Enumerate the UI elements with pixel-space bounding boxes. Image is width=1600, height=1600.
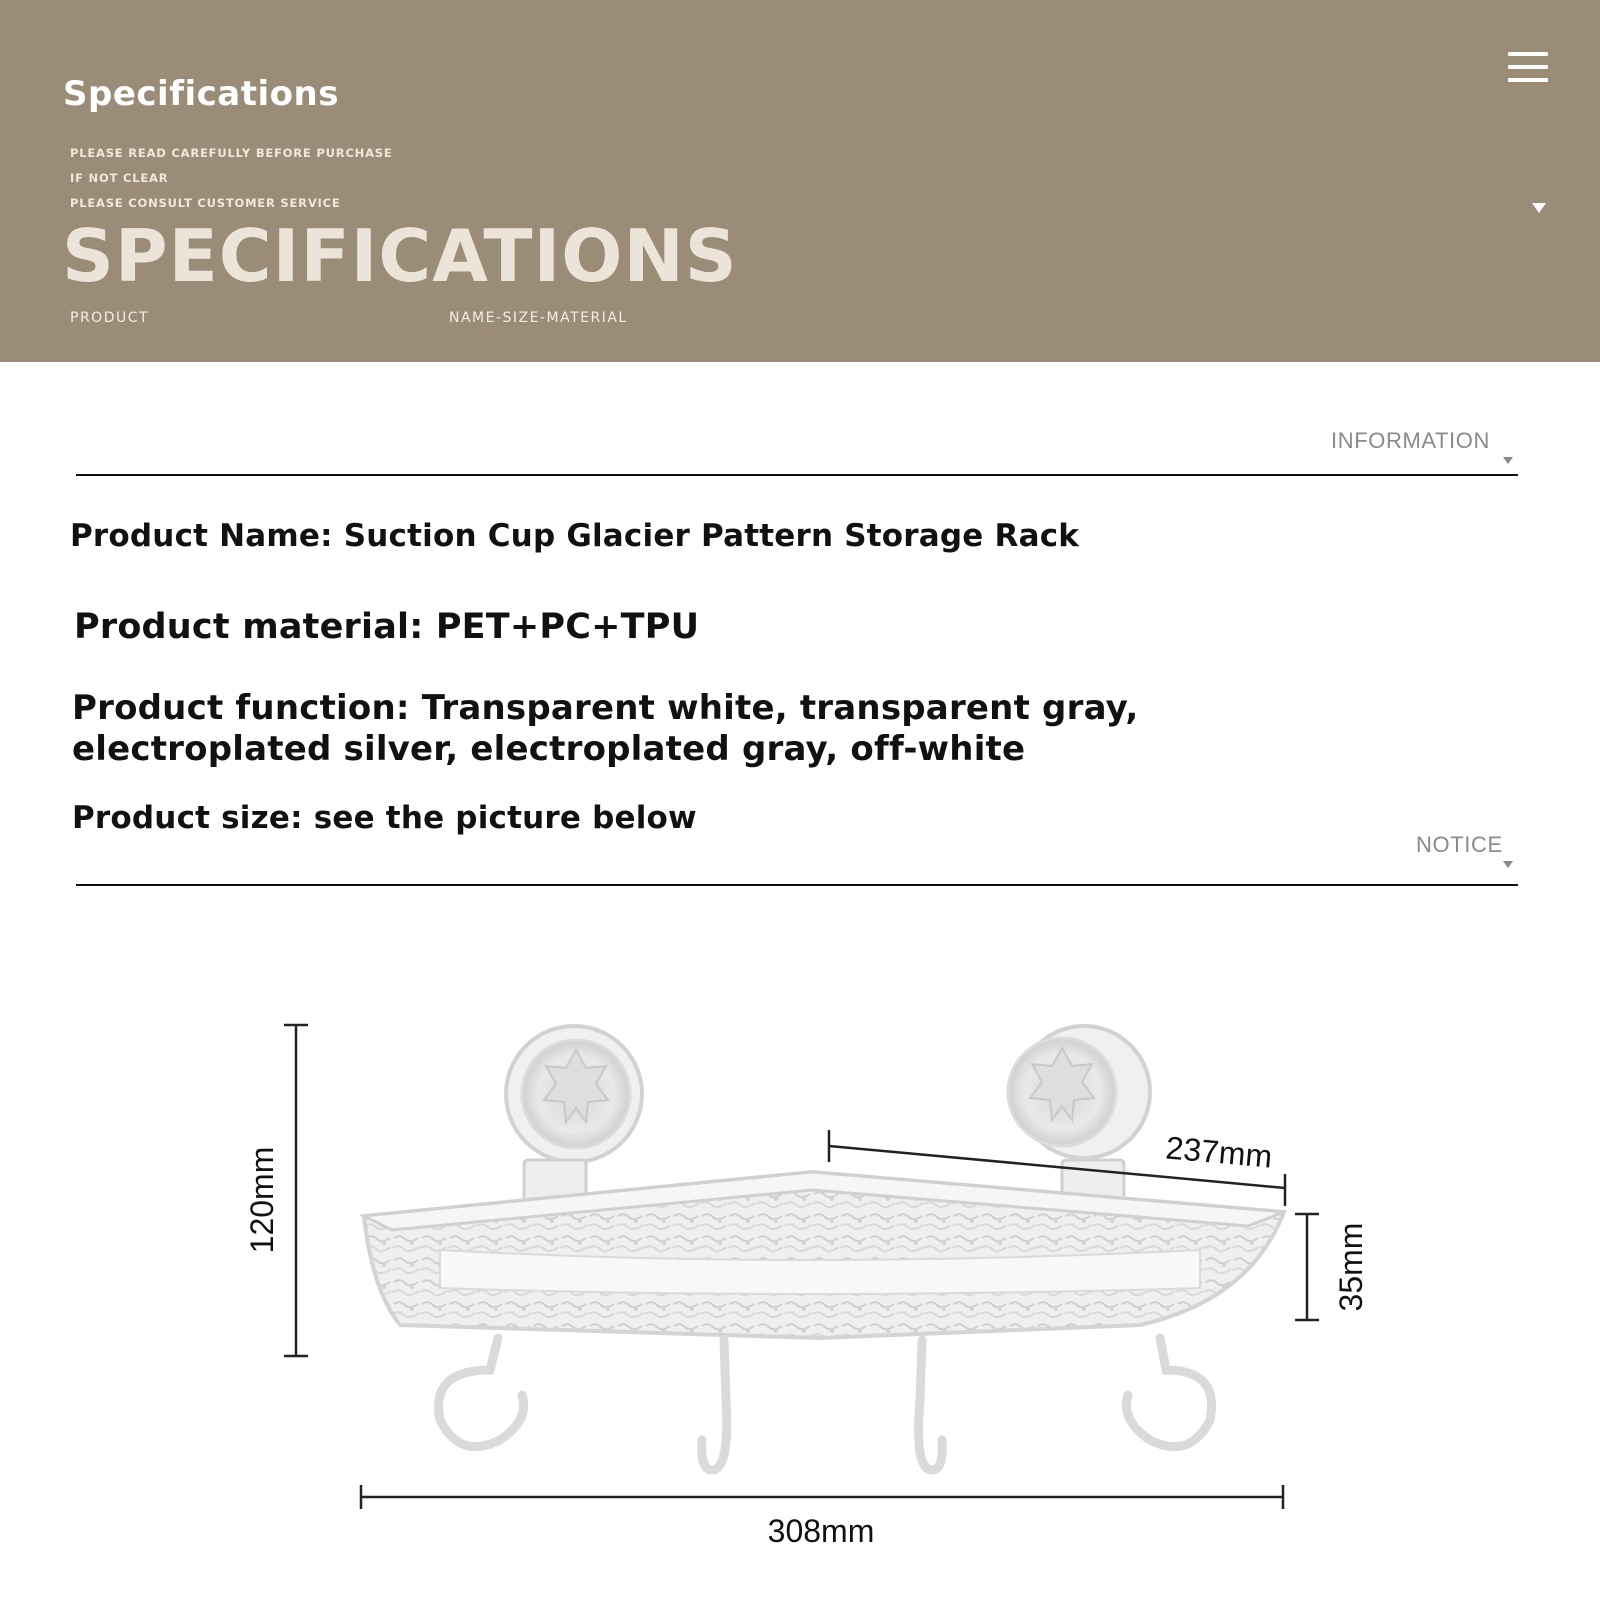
information-label: INFORMATION (1331, 428, 1490, 453)
notice-chevron-icon (1503, 861, 1513, 868)
spec-product-size (72, 800, 697, 836)
spec-product-name (70, 518, 1079, 554)
spec-material-value: PET+PC+TPU (435, 607, 700, 647)
hook-4 (1126, 1338, 1211, 1447)
spec-name-value: Suction Cup Glacier Pattern Storage Rack (343, 518, 1080, 554)
hook-2 (702, 1340, 727, 1470)
hook-3 (919, 1340, 943, 1470)
information-divider (76, 474, 1518, 476)
corner-basket (364, 1172, 1284, 1338)
product-dimension-drawing (0, 960, 1600, 1600)
spec-product-function (72, 688, 1139, 770)
hooks (439, 1338, 1212, 1470)
specifications-banner (0, 0, 1600, 362)
banner-title-small: Specifications (63, 74, 339, 114)
notice-divider (76, 884, 1518, 886)
spec-product-material (74, 607, 699, 647)
spec-name-key: Product Name: (70, 518, 333, 554)
hook-1 (439, 1338, 524, 1447)
dim-width-label: 308mm (767, 1513, 875, 1549)
chevron-down-icon[interactable] (1532, 203, 1546, 213)
spec-function-line1: Transparent white, transparent gray, (421, 688, 1139, 728)
banner-title-big: SPECIFICATIONS (62, 214, 738, 298)
spec-function-line2: electroplated silver, electroplated gray, off-white (72, 729, 1026, 769)
dim-depth-label: 237mm (1164, 1129, 1274, 1175)
dim-height-label: 120mm (244, 1146, 280, 1254)
spec-size-value: see the picture below (313, 800, 697, 836)
suction-cup-left (506, 1026, 642, 1216)
banner-note-3: PLEASE CONSULT CUSTOMER SERVICE (70, 196, 341, 210)
spec-material-key: Product material: (74, 607, 424, 647)
notice-label: NOTICE (1416, 832, 1503, 857)
banner-sub-product: PRODUCT (70, 310, 150, 326)
menu-icon[interactable] (1508, 52, 1548, 84)
dim-rim-label: 35mm (1333, 1222, 1369, 1312)
information-chevron-icon (1503, 457, 1513, 464)
banner-note-2: IF NOT CLEAR (70, 171, 169, 185)
spec-function-key: Product function: (72, 688, 410, 728)
banner-note-1: PLEASE READ CAREFULLY BEFORE PURCHASE (70, 146, 393, 160)
banner-sub-name-size-material: NAME-SIZE-MATERIAL (449, 310, 628, 326)
spec-size-key: Product size: (72, 800, 303, 836)
